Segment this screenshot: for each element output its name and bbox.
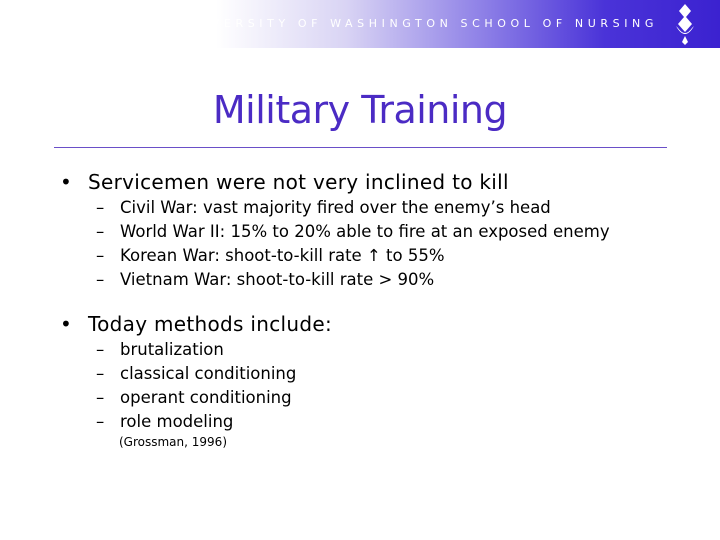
sub-bullet-text: role modeling bbox=[120, 412, 234, 431]
sub-bullet-text: classical conditioning bbox=[120, 364, 297, 383]
sub-bullet-item bbox=[96, 198, 551, 217]
sub-bullet-text: Korean War: shoot-to-kill rate ↑ to 55% bbox=[120, 246, 445, 265]
dash-glyph: – bbox=[96, 340, 105, 359]
sub-bullet-text: Civil War: vast majority fired over the enemy’s head bbox=[120, 198, 551, 217]
dash-glyph: – bbox=[96, 222, 105, 241]
sub-bullet-item bbox=[96, 340, 224, 359]
institution-name: UNIVERSITY OF WASHINGTON SCHOOL OF NURSING bbox=[178, 17, 658, 30]
dash-glyph: – bbox=[96, 388, 105, 407]
sub-bullet-item bbox=[96, 412, 233, 431]
bullet-glyph: • bbox=[60, 312, 73, 336]
sub-bullet-text: World War II: 15% to 20% able to fire at an exposed enemy bbox=[120, 222, 610, 241]
citation: (Grossman, 1996) bbox=[119, 435, 227, 449]
sub-bullet-text: Vietnam War: shoot-to-kill rate > 90% bbox=[120, 270, 435, 289]
uw-school-of-nursing-logo-icon bbox=[664, 2, 706, 46]
title-divider bbox=[54, 147, 667, 148]
sub-bullet-item bbox=[96, 364, 296, 383]
sub-bullet-text: brutalization bbox=[120, 340, 224, 359]
slide-title: Military Training bbox=[212, 88, 508, 132]
dash-glyph: – bbox=[96, 364, 105, 383]
sub-bullet-item bbox=[96, 388, 292, 407]
dash-glyph: – bbox=[96, 198, 105, 217]
dash-glyph: – bbox=[96, 412, 105, 431]
bullet-item bbox=[60, 170, 509, 194]
sub-bullet-text: operant conditioning bbox=[120, 388, 292, 407]
dash-glyph: – bbox=[96, 246, 105, 265]
sub-bullet-item bbox=[96, 246, 445, 265]
bullet-text: Servicemen were not very inclined to kill bbox=[88, 170, 509, 194]
sub-bullet-item bbox=[96, 222, 610, 241]
bullet-text: Today methods include: bbox=[88, 312, 333, 336]
sub-bullet-item bbox=[96, 270, 434, 289]
bullet-item bbox=[60, 312, 332, 336]
dash-glyph: – bbox=[96, 270, 105, 289]
bullet-glyph: • bbox=[60, 170, 73, 194]
